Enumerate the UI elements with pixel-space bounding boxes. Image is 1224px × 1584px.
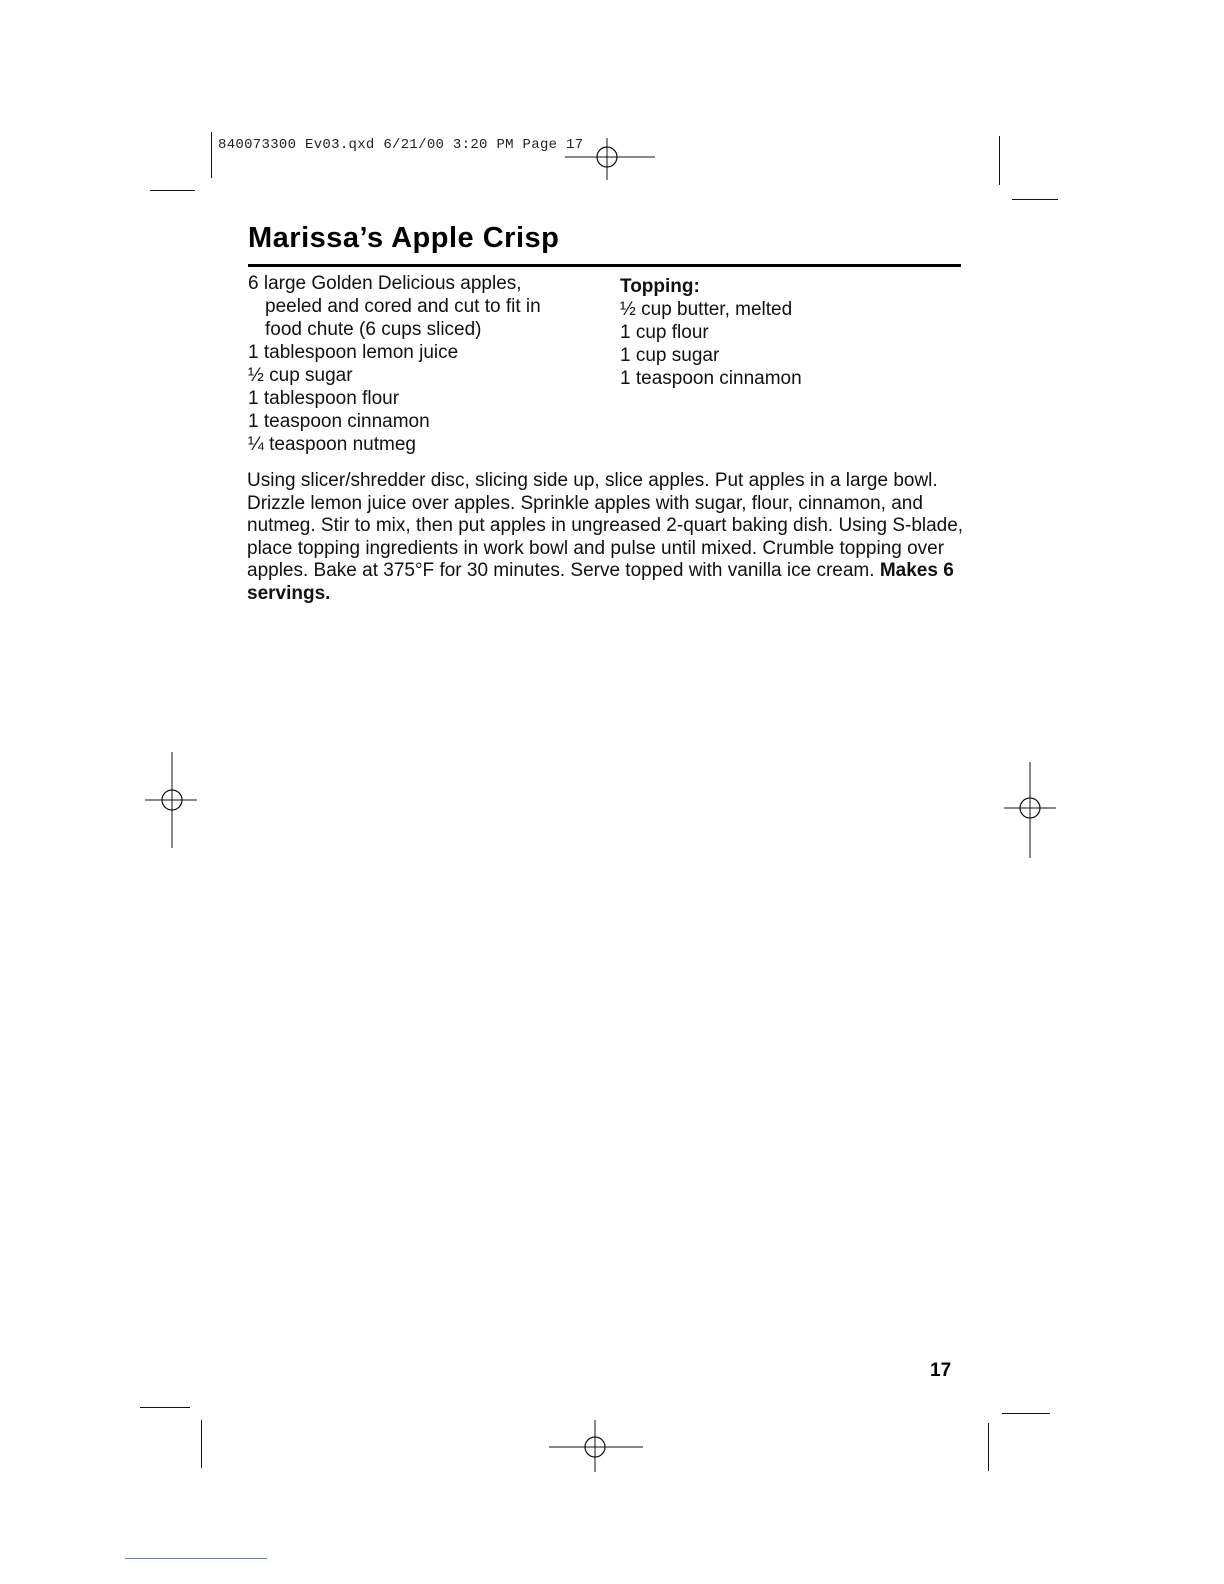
ingredient-item: food chute (6 cups sliced) [265,319,482,340]
ingredient-item: 1 teaspoon cinnamon [248,411,430,432]
ingredient-item: ½ cup sugar [248,365,353,386]
method-text: Using slicer/shredder disc, slicing side up, slice apples. Put apples in a large bowl. Drizzle lemon juice over apples. Sprinkle apples with sugar, flour, cinnamon, and nutmeg. Stir to mix, then put apples in ungreased 2-quart baking dish. Using S-blade, place topping ingredients in work bowl and pulse until mixed. Crumble topping over apples. Bake at 375°F for 30 minutes. Serve topped with vanilla ice cream. [247,470,964,582]
registration-mark-bottom-icon [545,1418,645,1474]
topping-heading: Topping: [620,276,700,297]
ingredient-item: peeled and cored and cut to fit in [265,296,541,317]
crop-mark-top-left [150,190,195,191]
registration-mark-left-icon [143,750,198,850]
slug-left-bar [211,132,212,178]
file-slug: 840073300 Ev03.qxd 6/21/00 3:20 PM Page 17 [218,137,584,153]
recipe-title: Marissa’s Apple Crisp [248,222,560,254]
page-number: 17 [930,1360,952,1381]
recipe-yield: Makes 6 servings. [247,560,954,604]
crop-mark-bottom-left [140,1407,190,1408]
registration-mark-top-icon [565,130,660,182]
recipe-method [247,470,967,606]
ingredient-item: ¼ teaspoon nutmeg [248,434,416,455]
registration-mark-right-icon [1002,760,1057,860]
topping-item: ½ cup butter, melted [620,299,793,320]
ingredient-item: 1 tablespoon lemon juice [248,342,459,363]
scan-edge-line [125,1558,267,1559]
title-rule [248,264,961,267]
topping-item: 1 teaspoon cinnamon [620,368,802,389]
crop-mark-bottom-right-vertical [988,1423,989,1471]
ingredient-item: 6 large Golden Delicious apples, [248,273,522,294]
ingredients-list [248,272,598,456]
ingredient-item: 1 tablespoon flour [248,388,400,409]
crop-mark-top-right [1012,199,1058,200]
topping-item: 1 cup sugar [620,345,720,366]
crop-mark-top-right-vertical [999,136,1000,185]
crop-mark-bottom-left-vertical [201,1420,202,1468]
topping-item: 1 cup flour [620,322,709,343]
topping-list [620,275,940,390]
crop-mark-bottom-right [1002,1413,1050,1414]
